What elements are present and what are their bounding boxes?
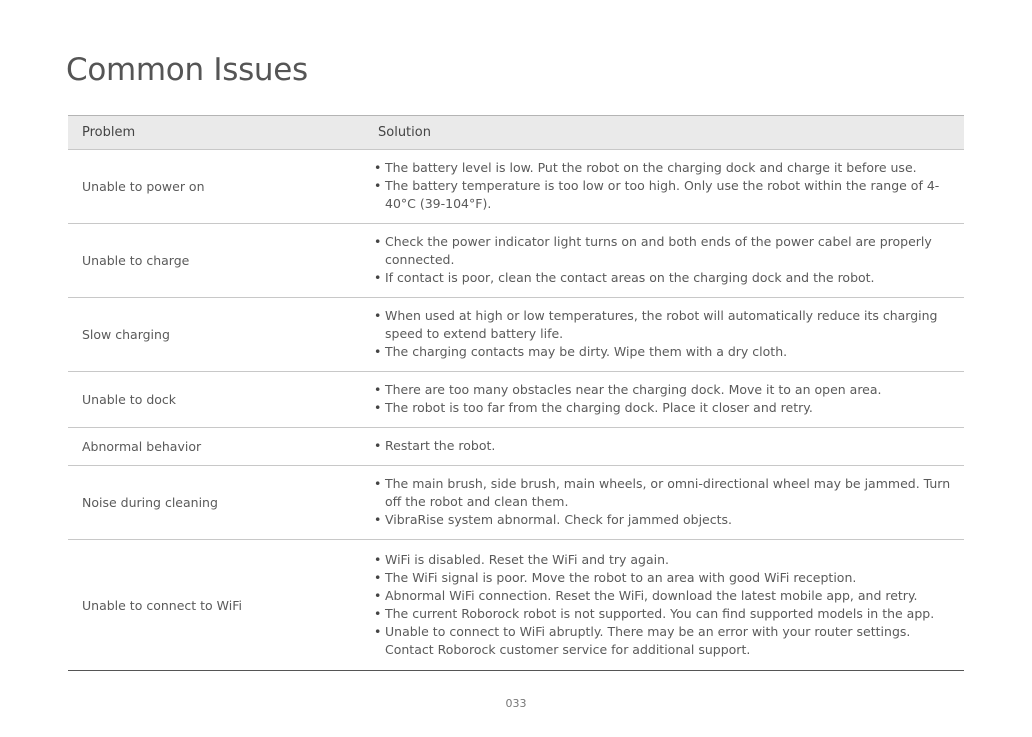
- solution-cell: [364, 150, 964, 224]
- solution-cell: [364, 428, 964, 466]
- problem-cell: Noise during cleaning: [68, 466, 364, 540]
- table-header-row: [68, 116, 964, 150]
- solution-cell: [364, 466, 964, 540]
- problem-cell: Unable to dock: [68, 372, 364, 428]
- solution-list: [374, 233, 956, 287]
- solution-cell: [364, 224, 964, 298]
- table-row: [68, 540, 964, 671]
- solution-cell: [364, 372, 964, 428]
- problem-column-header: Problem: [68, 116, 364, 150]
- table-row: [68, 372, 964, 428]
- solution-item: • There are too many obstacles near the charging dock. Move it to an open area.: [374, 381, 956, 399]
- page-title: Common Issues: [66, 52, 308, 88]
- problem-cell: Unable to connect to WiFi: [68, 540, 364, 671]
- solution-item: • The robot is too far from the charging dock. Place it closer and retry.: [374, 399, 956, 417]
- page-number: 033: [505, 697, 527, 710]
- solution-item: • Restart the robot.: [374, 437, 956, 455]
- problem-cell: Abnormal behavior: [68, 428, 364, 466]
- solution-cell: [364, 298, 964, 372]
- solution-item: • The battery temperature is too low or too high. Only use the robot within the range of 4-40°C (39-104°F).: [374, 177, 956, 213]
- solution-list: [374, 437, 956, 455]
- solution-item: • Check the power indicator light turns on and both ends of the power cabel are properly connected.: [374, 233, 956, 269]
- solution-item: • VibraRise system abnormal. Check for jammed objects.: [374, 511, 956, 529]
- solution-item: • The charging contacts may be dirty. Wipe them with a dry cloth.: [374, 343, 956, 361]
- table-row: [68, 466, 964, 540]
- table-row: [68, 298, 964, 372]
- problem-cell: Unable to charge: [68, 224, 364, 298]
- solution-list: [374, 307, 956, 361]
- solution-list: [374, 159, 956, 213]
- table-row: [68, 224, 964, 298]
- solution-list: [374, 381, 956, 417]
- solution-item: • WiFi is disabled. Reset the WiFi and try again.: [374, 551, 956, 569]
- solution-item: • The WiFi signal is poor. Move the robot to an area with good WiFi reception.: [374, 569, 956, 587]
- problem-cell: Slow charging: [68, 298, 364, 372]
- table-row: [68, 150, 964, 224]
- solution-list: [374, 475, 956, 529]
- solution-column-header: Solution: [364, 116, 964, 150]
- solution-cell: [364, 540, 964, 671]
- solution-item: • If contact is poor, clean the contact areas on the charging dock and the robot.: [374, 269, 956, 287]
- solution-item: • The current Roborock robot is not supported. You can find supported models in the app.: [374, 605, 956, 623]
- solution-item: • The main brush, side brush, main wheels, or omni-directional wheel may be jammed. Turn off the robot and clean them.: [374, 475, 956, 511]
- problem-cell: Unable to power on: [68, 150, 364, 224]
- solution-item: • Abnormal WiFi connection. Reset the WiFi, download the latest mobile app, and retry.: [374, 587, 956, 605]
- solution-list: [374, 551, 956, 659]
- solution-item: • When used at high or low temperatures, the robot will automatically reduce its charging speed to extend battery life.: [374, 307, 956, 343]
- solution-item: • The battery level is low. Put the robot on the charging dock and charge it before use.: [374, 159, 956, 177]
- common-issues-table: [68, 115, 964, 671]
- solution-item: • Unable to connect to WiFi abruptly. There may be an error with your router settings. Contact Roborock customer service for additional support.: [374, 623, 956, 659]
- table-row: [68, 428, 964, 466]
